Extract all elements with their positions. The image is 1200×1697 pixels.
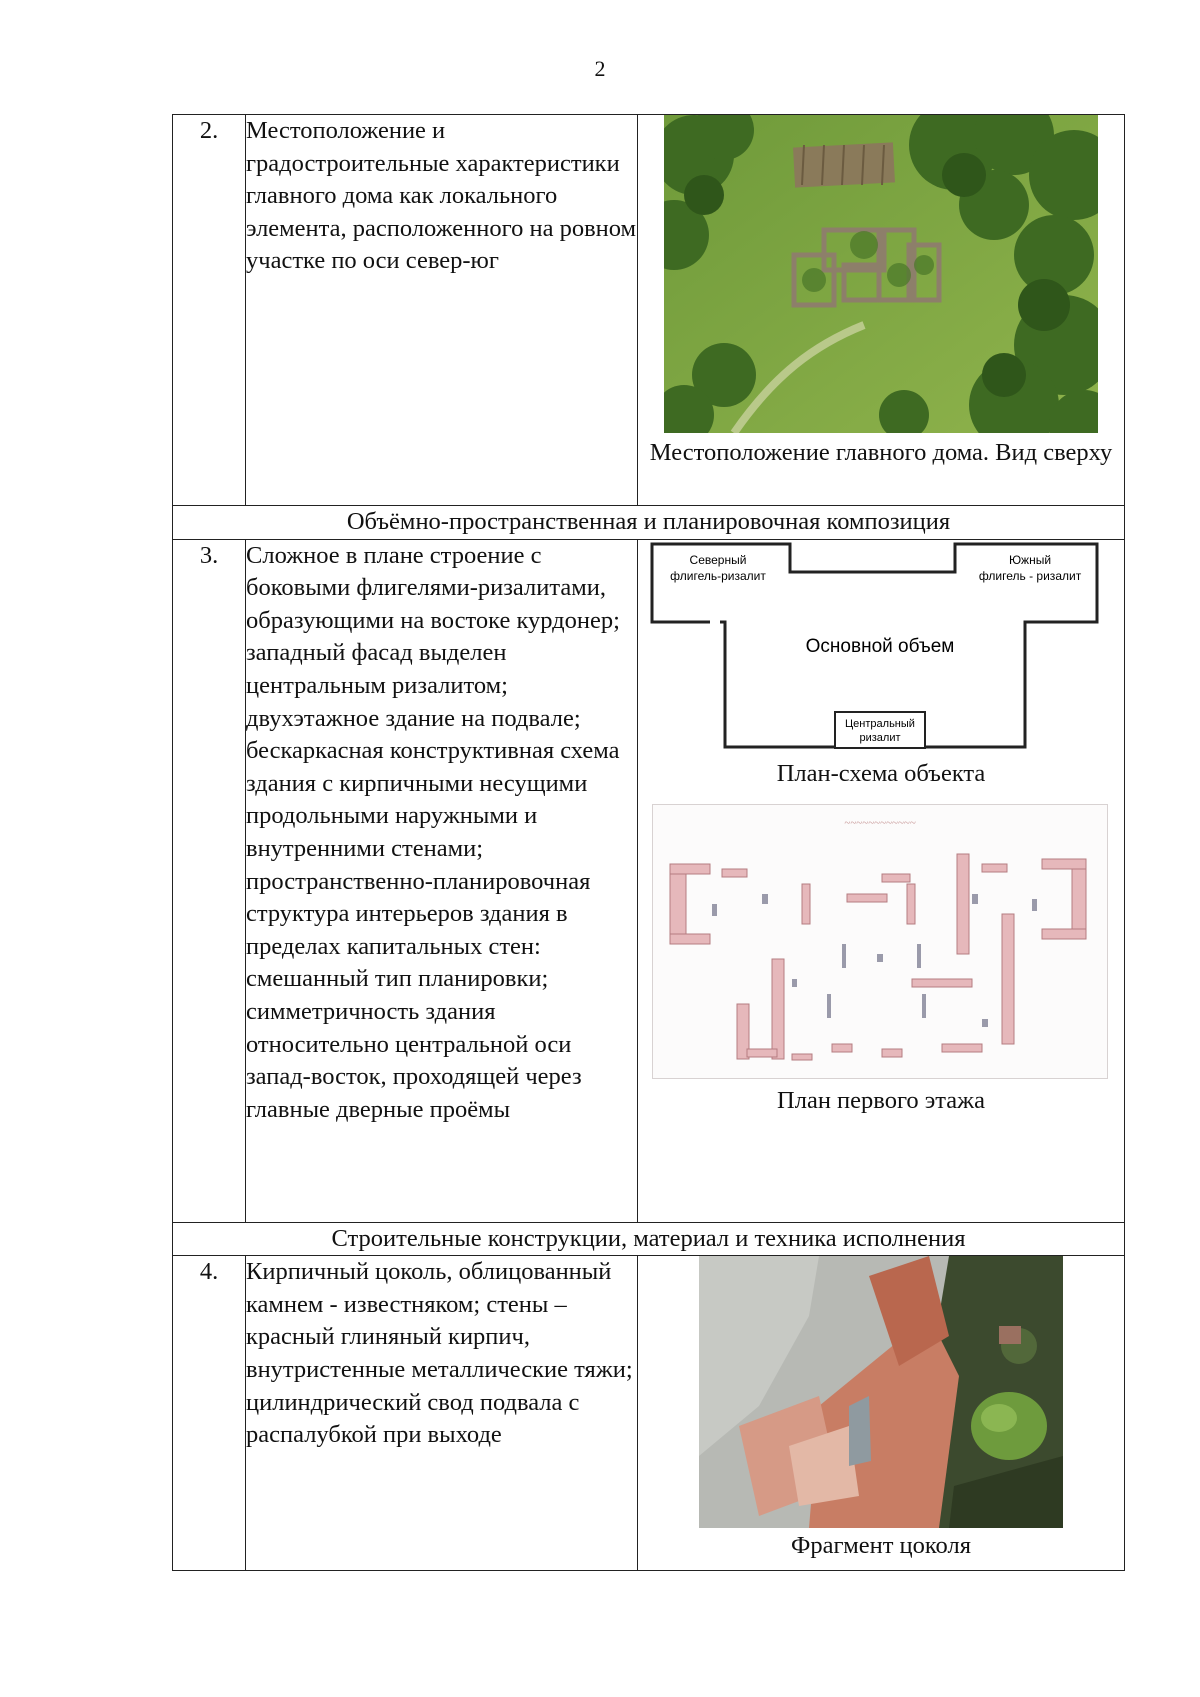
row-description: Местоположение и градостроительные характеристики главного дома как локального элемента, расположенного на ровном участке по оси север-юг (246, 115, 638, 506)
section-row (173, 506, 1125, 540)
first-floor-plan-figure (652, 804, 1108, 1079)
plan-label-main: Основной объем (805, 635, 955, 657)
plan-label-south-2: флигель - ризалит (978, 568, 1082, 583)
figure-cell (638, 115, 1125, 506)
figure-caption: Фрагмент цоколя (791, 1532, 971, 1560)
plinth-fragment-photo (699, 1256, 1063, 1528)
page-number: 2 (594, 56, 606, 81)
row-number: 4. (173, 1256, 246, 1571)
section-heading: Объёмно-пространственная и планировочная композиция (173, 506, 1125, 540)
section-row (173, 1222, 1125, 1256)
row-number: 2. (173, 115, 246, 506)
figure-caption: Местоположение главного дома. Вид сверху (649, 439, 1113, 466)
plan-label-north-1: Северный (689, 552, 747, 567)
aerial-photo (664, 115, 1098, 433)
table-row (173, 1256, 1125, 1571)
plan-label-south-1: Южный (1008, 552, 1052, 567)
row-description: Кирпичный цоколь, облицованный камнем - известняком; стены – красный глиняный кирпич, внутристенные металлические тяжи; цилиндрический свод подвала с распалубкой при выходе (246, 1256, 638, 1571)
figure-cell (638, 1256, 1125, 1571)
plan-label-central-2: ризалит (859, 731, 901, 744)
plan-label-north-2: флигель-ризалит (670, 568, 766, 583)
figure-caption: План первого этажа (777, 1086, 985, 1114)
table-row (173, 115, 1125, 506)
table-row (173, 539, 1125, 1222)
section-heading: Строительные конструкции, материал и техника исполнения (173, 1222, 1125, 1256)
plan-scheme-figure (650, 542, 1100, 752)
monument-description-table (172, 114, 1125, 1571)
plan-label-central-1: Центральный (845, 717, 915, 730)
row-description: Сложное в плане строение с боковыми флигелями-ризалитами, образующими на востоке курдонер; западный фасад выделен центральным ризалитом; двухэтажное здание на подвале; бескаркасная конструктивная схема здания с кирпичными несущими продольными наружными и внутренними стенами; пространственно-планировочная структура интерьеров здания в пределах капитальных стен: смешанный тип планировки; симметричность здания относительно центральной оси запад-восток, проходящей через главные дверные проёмы (246, 539, 638, 1222)
figure-cell (638, 539, 1125, 1222)
row-number: 3. (173, 539, 246, 1222)
figure-caption: План-схема объекта (776, 759, 986, 787)
svg-text:~~~~~~~~~~~~: ~~~~~~~~~~~~ (844, 816, 916, 829)
